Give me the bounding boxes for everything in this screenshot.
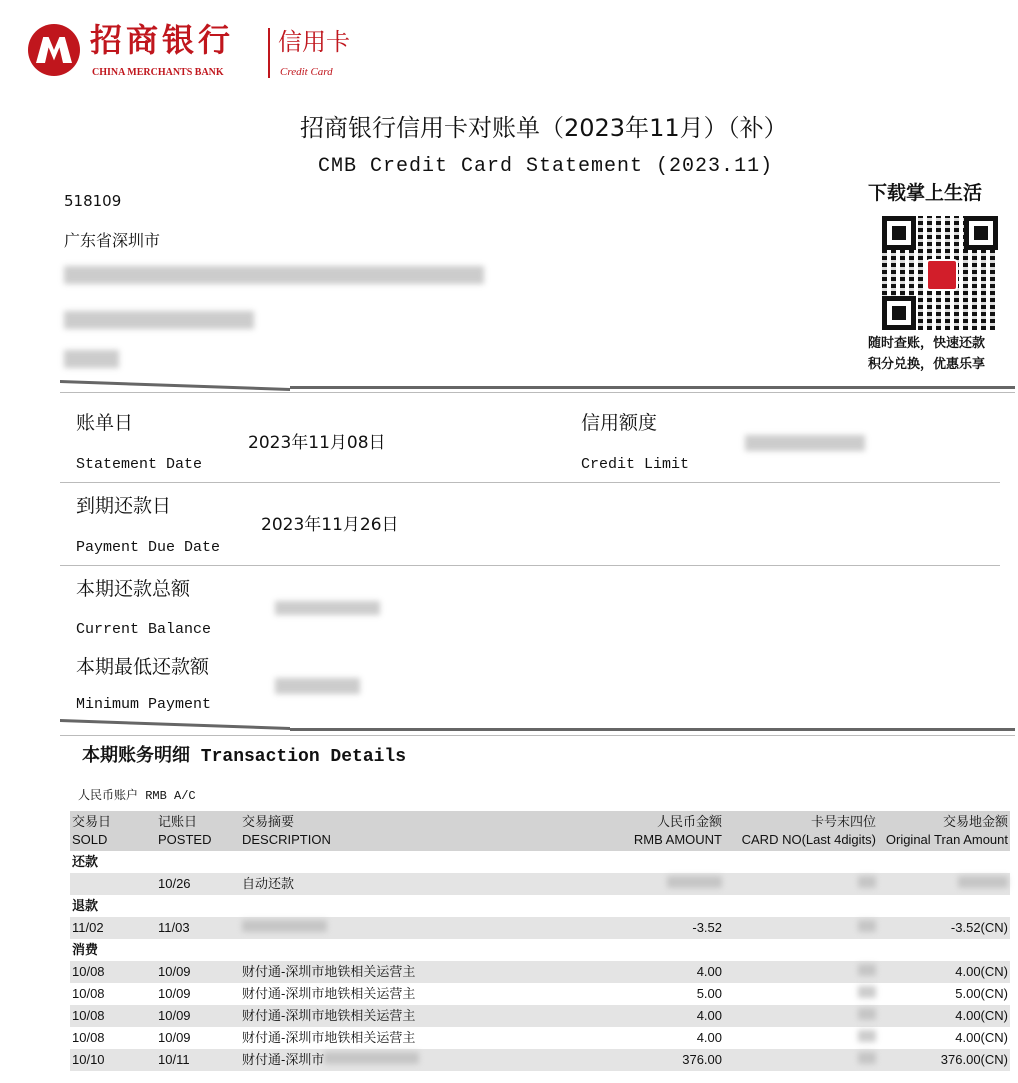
logo-divider: [268, 28, 270, 78]
current-balance-label-en: Current Balance: [76, 621, 212, 638]
section-header: 还款: [72, 854, 99, 869]
logo-cn-text: 招商银行: [90, 21, 235, 59]
header-sold: 交易日 SOLD: [70, 811, 156, 851]
header-description: 交易摘要 DESCRIPTION: [240, 811, 504, 851]
statement-date-label: 账单日: [76, 412, 134, 434]
divider: [290, 728, 1015, 731]
logo-product-en: Credit Card: [280, 66, 333, 78]
minimum-payment-label-en: Minimum Payment: [76, 696, 212, 713]
account-label: 人民币账户 RMB A/C: [78, 789, 196, 803]
redacted-address: [64, 311, 254, 329]
section-header: 消费: [72, 942, 99, 957]
divider: [60, 482, 1000, 483]
current-balance-label: 本期还款总额: [76, 578, 191, 600]
app-promo-heading: 下载掌上生活: [868, 182, 983, 204]
logo-product-cn: 信用卡: [278, 28, 350, 56]
qr-code: [882, 216, 998, 330]
divider: [60, 735, 1015, 736]
table-row: 10/26 自动还款: [70, 873, 1010, 895]
transactions-title: 本期账务明细 Transaction Details: [82, 747, 407, 767]
section-header: 退款: [72, 898, 99, 913]
app-promo-line2: 积分兑换，优惠乐享: [868, 357, 986, 372]
table-row: 10/08 10/09 财付通-深圳市地铁相关运营主 4.00 4.00(CN): [70, 961, 1010, 983]
divider: [60, 719, 290, 730]
table-row: 10/08 10/09 财付通-深圳市地铁相关运营主 4.00 4.00(CN): [72, 1030, 1008, 1045]
due-date-value: 2023年11月26日: [261, 515, 399, 535]
cmb-logo: [28, 22, 368, 84]
divider: [60, 392, 1015, 393]
logo-en-text: CHINA MERCHANTS BANK: [92, 67, 224, 78]
header-original-amount: 交易地金额 Original Tran Amount: [878, 811, 1010, 851]
due-date-label: 到期还款日: [76, 495, 172, 517]
minimum-payment-label: 本期最低还款额: [76, 656, 210, 678]
redacted-address: [64, 266, 484, 284]
table-row: 10/08 10/09 财付通-深圳市地铁相关运营主 4.00 4.00(CN): [70, 1005, 1010, 1027]
divider: [60, 565, 1000, 566]
redacted-minimum-payment: [275, 678, 360, 694]
page-subtitle: CMB Credit Card Statement (2023.11): [318, 155, 774, 178]
table-row: 10/08 10/09 财付通-深圳市地铁相关运营主 5.00 5.00(CN): [72, 986, 1008, 1001]
divider: [290, 386, 1015, 389]
table-row: 11/02 11/03 -3.52 -3.52(CN): [70, 917, 1010, 939]
transactions-table: [70, 811, 1010, 1071]
table-row: 10/10 10/11 财付通-深圳市 376.00 376.00(CN): [70, 1049, 1010, 1071]
flower-icon: [926, 259, 958, 291]
redacted-name: [64, 350, 119, 368]
redacted-credit-limit: [745, 435, 865, 451]
header-card-no: 卡号末四位 CARD NO(Last 4digits): [724, 811, 878, 851]
page-title: 招商银行信用卡对账单（2023年11月）（补）: [300, 114, 788, 142]
address-city: 广东省深圳市: [64, 231, 161, 250]
header-posted: 记账日 POSTED: [156, 811, 240, 851]
credit-limit-label-en: Credit Limit: [581, 456, 690, 473]
header-rmb-amount: 人民币金额 RMB AMOUNT: [504, 811, 724, 851]
statement-date-value: 2023年11月08日: [248, 433, 386, 453]
postcode: 518109: [64, 192, 122, 210]
app-promo-line1: 随时查账，快速还款: [868, 336, 986, 351]
divider: [60, 380, 290, 391]
credit-limit-label: 信用额度: [581, 412, 658, 434]
statement-date-label-en: Statement Date: [76, 456, 203, 473]
cmb-logo-icon: [28, 24, 80, 76]
due-date-label-en: Payment Due Date: [76, 539, 221, 556]
redacted-current-balance: [275, 601, 380, 615]
